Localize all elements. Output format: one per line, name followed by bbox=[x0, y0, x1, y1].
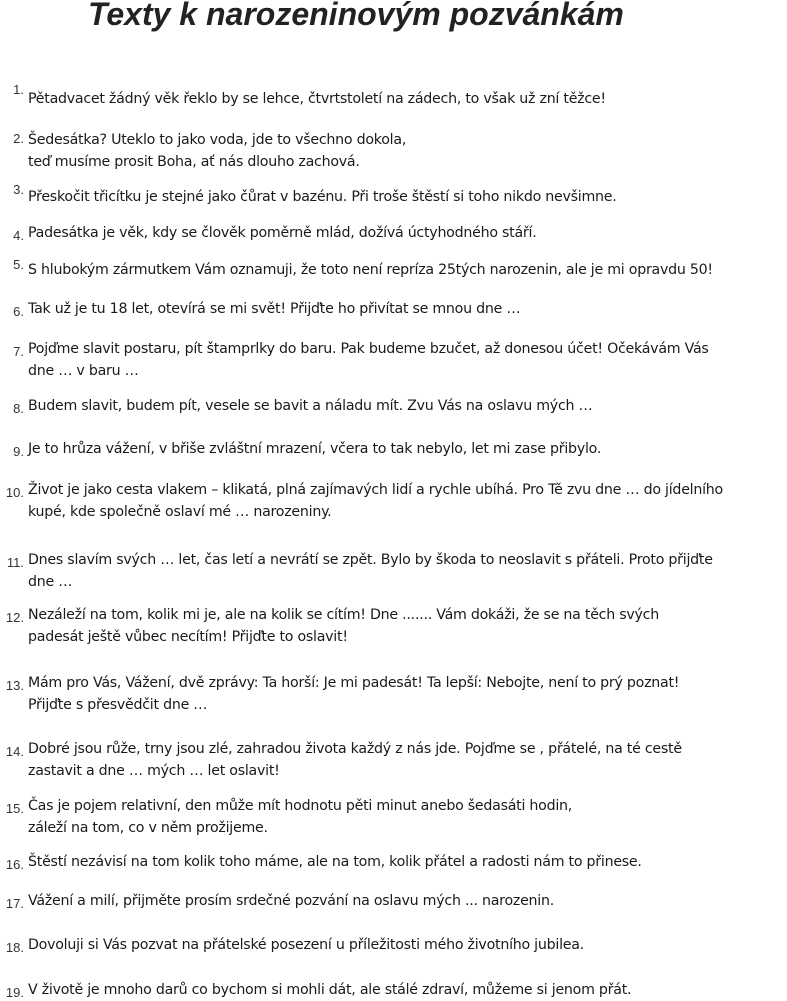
item-text-line: padesát ještě vůbec necítím! Přijďte to oslavit! bbox=[28, 629, 348, 645]
item-text-line: dne … v baru … bbox=[28, 363, 139, 379]
item-text bbox=[28, 795, 787, 839]
item-text-line: Pojďme slavit postaru, pít štamprlky do baru. Pak budeme bzučet, až donesou účet! Očekávám Vás bbox=[28, 341, 709, 357]
item-text bbox=[28, 259, 787, 281]
item-number: 12. bbox=[5, 610, 24, 625]
item-text bbox=[28, 395, 787, 417]
item-text bbox=[28, 738, 787, 782]
item-number: 11. bbox=[6, 555, 24, 570]
item-text-line: teď musíme prosit Boha, ať nás dlouho zachová. bbox=[28, 154, 360, 170]
item-number: 5. bbox=[13, 257, 24, 272]
item-number: 17. bbox=[5, 896, 24, 911]
item-text bbox=[28, 88, 787, 110]
item-text-line: Přijďte s přesvědčit dne … bbox=[28, 697, 208, 713]
item-text bbox=[28, 438, 787, 460]
item-text-line: Čas je pojem relativní, den může mít hodnotu pěti minut anebo šedasáti hodin, bbox=[28, 798, 573, 814]
item-number: 10. bbox=[5, 485, 24, 500]
item-number: 19. bbox=[5, 985, 24, 1000]
item-text bbox=[28, 129, 787, 173]
item-number: 7. bbox=[13, 344, 24, 359]
item-text-line: Tak už je tu 18 let, otevírá se mi svět! Přijďte ho přivítat se mnou dne … bbox=[28, 301, 521, 317]
item-text bbox=[28, 338, 787, 382]
item-number: 16. bbox=[5, 857, 24, 872]
page-title: Texty k narozeninovým pozvánkám bbox=[88, 0, 624, 32]
item-text-line: Budem slavit, budem pít, vesele se bavit a náladu mít. Zvu Vás na oslavu mých … bbox=[28, 398, 593, 414]
item-text bbox=[28, 186, 787, 208]
item-number: 8. bbox=[13, 401, 24, 416]
item-text bbox=[28, 604, 787, 648]
item-text-line: Je to hrůza vážení, v břiše zvláštní mrazení, včera to tak nebylo, let mi zase přibylo. bbox=[28, 441, 602, 457]
item-text-line: kupé, kde společně oslaví mé … narozeniny. bbox=[28, 504, 332, 520]
item-number: 6. bbox=[13, 304, 24, 319]
item-text-line: záleží na tom, co v něm prožijeme. bbox=[28, 820, 268, 836]
item-text-line: S hlubokým zármutkem Vám oznamuji, že toto není repríza 25tých narozenin, ale je mi opravdu 50! bbox=[28, 262, 713, 278]
item-text bbox=[28, 934, 787, 956]
item-text-line: Mám pro Vás, Vážení, dvě zprávy: Ta horší: Je mi padesát! Ta lepší: Nebojte, není to prý poznat! bbox=[28, 675, 680, 691]
item-number: 9. bbox=[13, 444, 24, 459]
item-text-line: Nezáleží na tom, kolik mi je, ale na kolik se cítím! Dne ....... Vám dokáži, že se na těch svých bbox=[28, 607, 659, 623]
item-text-line: Přeskočit třicítku je stejné jako čůrat v bazénu. Při troše štěstí si toho nikdo nevšimne. bbox=[28, 189, 617, 205]
item-text-line: zastavit a dne … mých … let oslavit! bbox=[28, 763, 280, 779]
item-text bbox=[28, 979, 787, 1001]
item-text-line: Dobré jsou růže, trny jsou zlé, zahradou života každý z nás jde. Pojďme se , přátelé, na té cestě bbox=[28, 741, 682, 757]
item-text-line: Padesátka je věk, kdy se člověk poměrně mlád, dožívá úctyhodného stáří. bbox=[28, 225, 537, 241]
item-number: 3. bbox=[13, 182, 24, 197]
item-number: 13. bbox=[5, 678, 24, 693]
item-text bbox=[28, 298, 787, 320]
item-text-line: Pětadvacet žádný věk řeklo by se lehce, čtvrtstoletí na zádech, to však už zní těžce! bbox=[28, 91, 606, 107]
item-number: 1. bbox=[13, 82, 24, 97]
item-text bbox=[28, 851, 787, 873]
item-text bbox=[28, 222, 787, 244]
item-text-line: Vážení a milí, přijměte prosím srdečné pozvání na oslavu mých ... narozenin. bbox=[28, 893, 554, 909]
item-text bbox=[28, 479, 787, 523]
item-text-line: dne … bbox=[28, 574, 73, 590]
item-text bbox=[28, 672, 787, 716]
item-text-line: Dnes slavím svých … let, čas letí a nevrátí se zpět. Bylo by škoda to neoslavit s přáteli. Proto přijďte bbox=[28, 552, 713, 568]
item-text-line: Život je jako cesta vlakem – klikatá, plná zajímavých lidí a rychle ubíhá. Pro Tě zvu dne … do jídelního bbox=[28, 482, 723, 498]
item-text bbox=[28, 890, 787, 912]
item-number: 14. bbox=[5, 744, 24, 759]
item-number: 18. bbox=[5, 940, 24, 955]
item-text-line: V životě je mnoho darů co bychom si mohli dát, ale stálé zdraví, můžeme si jenom přát. bbox=[28, 982, 632, 998]
item-text-line: Dovoluji si Vás pozvat na přátelské posezení u příležitosti mého životního jubilea. bbox=[28, 937, 584, 953]
item-text-line: Šedesátka? Uteklo to jako voda, jde to všechno dokola, bbox=[28, 132, 407, 148]
item-number: 2. bbox=[13, 131, 24, 146]
item-text bbox=[28, 549, 787, 593]
item-text-line: Štěstí nezávisí na tom kolik toho máme, ale na tom, kolik přátel a radosti nám to přinese. bbox=[28, 854, 642, 870]
item-number: 15. bbox=[5, 801, 24, 816]
item-number: 4. bbox=[13, 228, 24, 243]
